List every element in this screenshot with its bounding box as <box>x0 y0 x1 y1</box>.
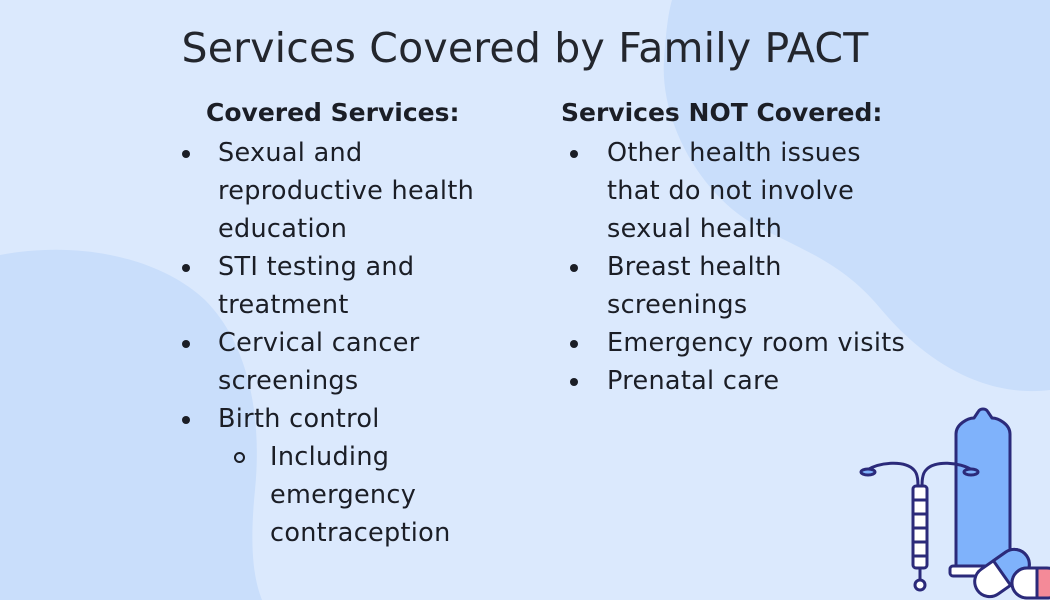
sub-list <box>218 438 510 552</box>
list-item-label: Birth control <box>218 404 380 434</box>
contraception-illustration <box>855 405 1050 600</box>
covered-services-list <box>180 134 510 552</box>
page-title: Services Covered by Family PACT <box>181 24 869 72</box>
not-covered-services-column <box>560 96 920 400</box>
list-item: STI testing and treatment <box>180 248 510 324</box>
list-item: Breast health screenings <box>560 248 920 324</box>
list-item: Other health issues that do not involve sexual health <box>560 134 920 248</box>
list-item: Sexual and reproductive health education <box>180 134 510 248</box>
list-item: Prenatal care <box>560 362 920 400</box>
not-covered-services-heading: Services NOT Covered: <box>561 98 883 127</box>
not-covered-services-list <box>560 134 920 400</box>
list-item: Emergency room visits <box>560 324 920 362</box>
covered-services-column <box>180 96 510 552</box>
sub-list-item: Including emergency contraception <box>218 438 510 552</box>
list-item: Cervical cancer screenings <box>180 324 510 400</box>
list-item <box>180 400 510 552</box>
covered-services-heading: Covered Services: <box>206 98 460 127</box>
